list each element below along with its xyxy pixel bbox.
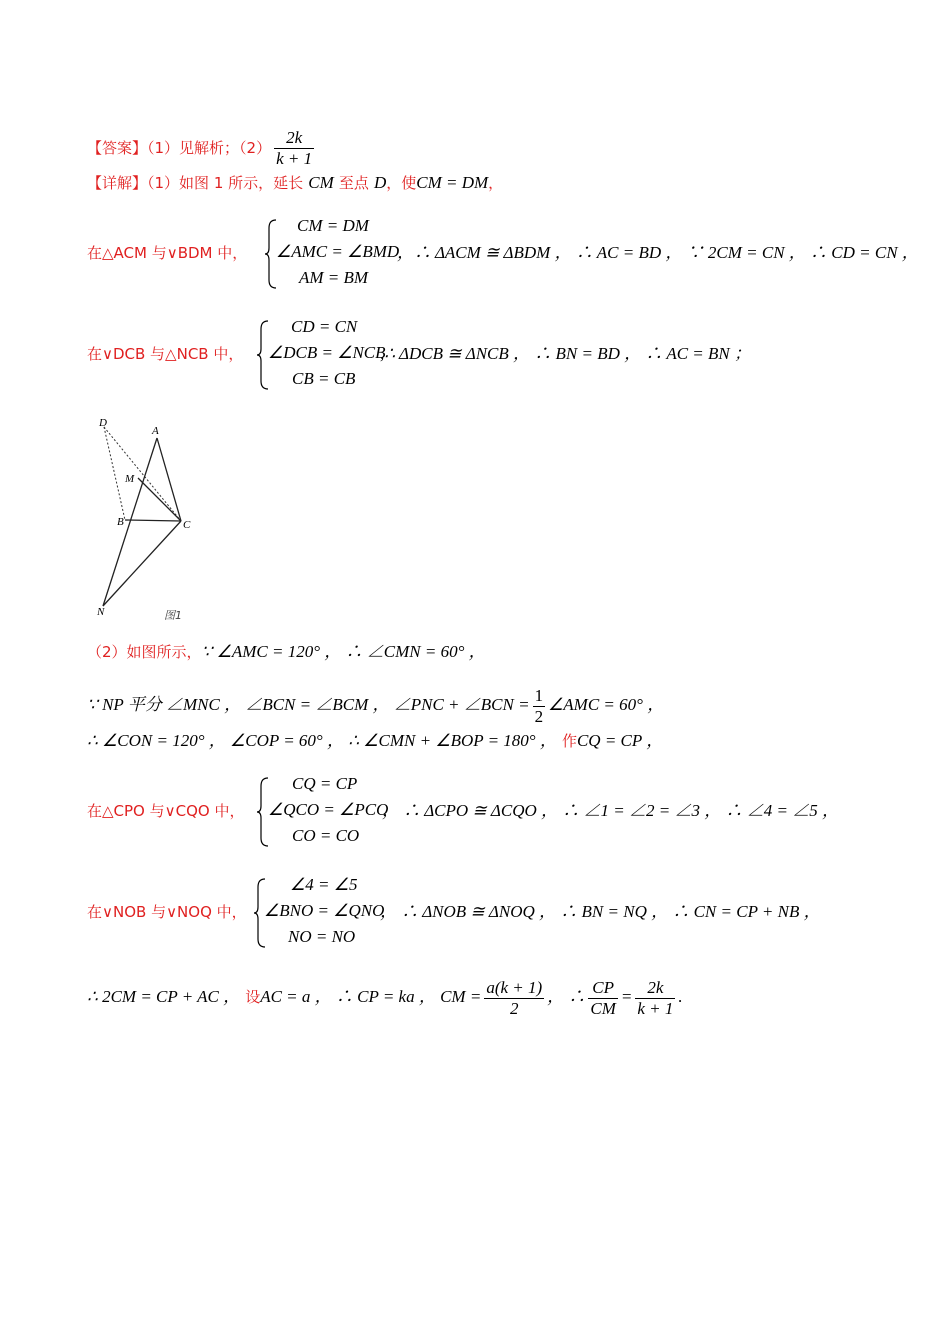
detail-to-point: 至点 bbox=[338, 174, 369, 192]
block2-prefix: 在∨DCB 与△NCB 中， bbox=[87, 345, 244, 363]
line-AN bbox=[103, 438, 157, 606]
answer-part1: （1）见解析；（2） bbox=[147, 139, 272, 157]
answer-frac-den: k + 1 bbox=[276, 149, 313, 168]
final-end: . bbox=[678, 987, 683, 1006]
final-f3-num: 2k bbox=[635, 978, 675, 999]
final-f3-den: k + 1 bbox=[637, 999, 674, 1018]
detail-make: ，使 bbox=[386, 174, 417, 192]
detail-end: ， bbox=[488, 174, 504, 192]
label-N: N bbox=[97, 606, 105, 618]
answer-label: 【答案】 bbox=[87, 139, 148, 157]
part2-frac-num: 1 bbox=[534, 686, 544, 705]
answer-frac-num: 2k bbox=[274, 128, 314, 149]
label-B: B bbox=[117, 516, 124, 528]
block3-eq2: ∠QCO = ∠PCO bbox=[268, 800, 389, 819]
label-A: A bbox=[152, 425, 159, 437]
final-b: AC = a ， ∴ CP = ka ， CM = bbox=[260, 987, 482, 1006]
block4-after: ， ∴ ΔNOB ≅ ΔNOQ ， ∴ BN = NQ ， ∴ CN = CP + NB ， bbox=[380, 902, 821, 921]
final-f2-num: CP bbox=[588, 978, 618, 999]
line-NC bbox=[103, 521, 181, 606]
detail-cm: CM bbox=[308, 173, 334, 192]
final-line bbox=[87, 978, 683, 1019]
block3-eq1: CQ = CP bbox=[292, 774, 358, 793]
block3-prefix: 在△CPO 与∨CQO 中， bbox=[87, 802, 245, 820]
part2-line1-text: ∵ ∠AMC = 120° ， ∴ ∠CMN = 60° ， bbox=[201, 642, 486, 661]
line-DB bbox=[104, 427, 125, 520]
part2-line3 bbox=[87, 731, 663, 751]
block4-prefix: 在∨NOB 与∨NOQ 中， bbox=[87, 903, 247, 921]
part2-line3-red: 作 bbox=[561, 732, 577, 750]
part2-line1-red: （2）如图所示， bbox=[87, 643, 202, 661]
block3-eq3: CO = CO bbox=[292, 826, 360, 845]
block1-eq2: ∠AMC = ∠BMD bbox=[276, 242, 400, 261]
detail-d: D bbox=[373, 173, 387, 192]
part2-line3-end: CQ = CP ， bbox=[576, 731, 664, 750]
final-eq: = bbox=[620, 987, 633, 1006]
part2-line1 bbox=[87, 642, 486, 662]
answer-fraction bbox=[274, 128, 314, 169]
part2-frac-den: 2 bbox=[534, 707, 544, 726]
label-M: M bbox=[125, 473, 135, 485]
final-a: ∴ 2CM = CP + AC ， bbox=[87, 987, 241, 1006]
part2-line2 bbox=[87, 686, 664, 727]
final-f1-den: 2 bbox=[509, 999, 519, 1018]
line-DC bbox=[104, 427, 181, 521]
block1-eq1: CM = DM bbox=[297, 216, 369, 235]
answer-line bbox=[87, 128, 317, 169]
label-C: C bbox=[183, 519, 191, 531]
block1-after: ，∴ ΔACM ≅ ΔBDM ， ∴ AC = BD ， ∵ 2CM = CN ， ∴ CD = CN ， bbox=[397, 243, 919, 262]
line-BC bbox=[125, 520, 181, 521]
part2-line2b: ∠AMC = 60° ， bbox=[548, 695, 665, 714]
final-frac1 bbox=[484, 978, 544, 1019]
block2-after: ,∴ ΔDCB ≅ ΔNCB ， ∴ BN = BD ， ∴ AC = BN ； bbox=[380, 344, 751, 363]
figure-caption: 图1 bbox=[164, 609, 182, 622]
detail-intro: （1）如图 1 所示，延长 bbox=[147, 174, 304, 192]
block4-eq1: ∠4 = ∠5 bbox=[290, 875, 358, 894]
block1-prefix: 在△ACM 与∨BDM 中， bbox=[87, 244, 248, 262]
final-f1-num: a(k + 1) bbox=[486, 978, 543, 997]
detail-line bbox=[87, 173, 503, 193]
block2-eq1: CD = CN bbox=[291, 317, 358, 336]
final-f2-den: CM bbox=[590, 999, 616, 1018]
figure-1 bbox=[90, 410, 220, 630]
block1-eq3: AM = BM bbox=[299, 268, 369, 287]
label-D: D bbox=[99, 417, 107, 429]
detail-eq: CM = DM bbox=[416, 173, 489, 192]
part2-line3-text: ∴ ∠CON = 120° ， ∠COP = 60° ， ∴ ∠CMN + ∠BOP = 180° ， bbox=[87, 731, 557, 750]
final-frac2 bbox=[588, 978, 618, 1019]
block4-eq3: NO = NO bbox=[288, 927, 356, 946]
block3-after: ， ∴ ΔCPO ≅ ΔCQO ， ∴ ∠1 = ∠2 = ∠3 ， ∴ ∠4 = ∠5 ， bbox=[382, 801, 839, 820]
final-frac3 bbox=[635, 978, 675, 1019]
block2-eq3: CB = CB bbox=[292, 369, 356, 388]
part2-line2-frac bbox=[533, 686, 546, 727]
final-c: ， ∴ bbox=[547, 987, 586, 1006]
final-red: 设 bbox=[245, 988, 261, 1006]
block4-eq2: ∠BNO = ∠QNO bbox=[264, 901, 385, 920]
block2-eq2: ∠DCB = ∠NCB bbox=[268, 343, 386, 362]
detail-label: 【详解】 bbox=[87, 174, 148, 192]
part2-line2a: ∵ NP 平分 ∠MNC ， ∠BCN = ∠BCM ， ∠PNC + ∠BCN = bbox=[87, 695, 530, 714]
